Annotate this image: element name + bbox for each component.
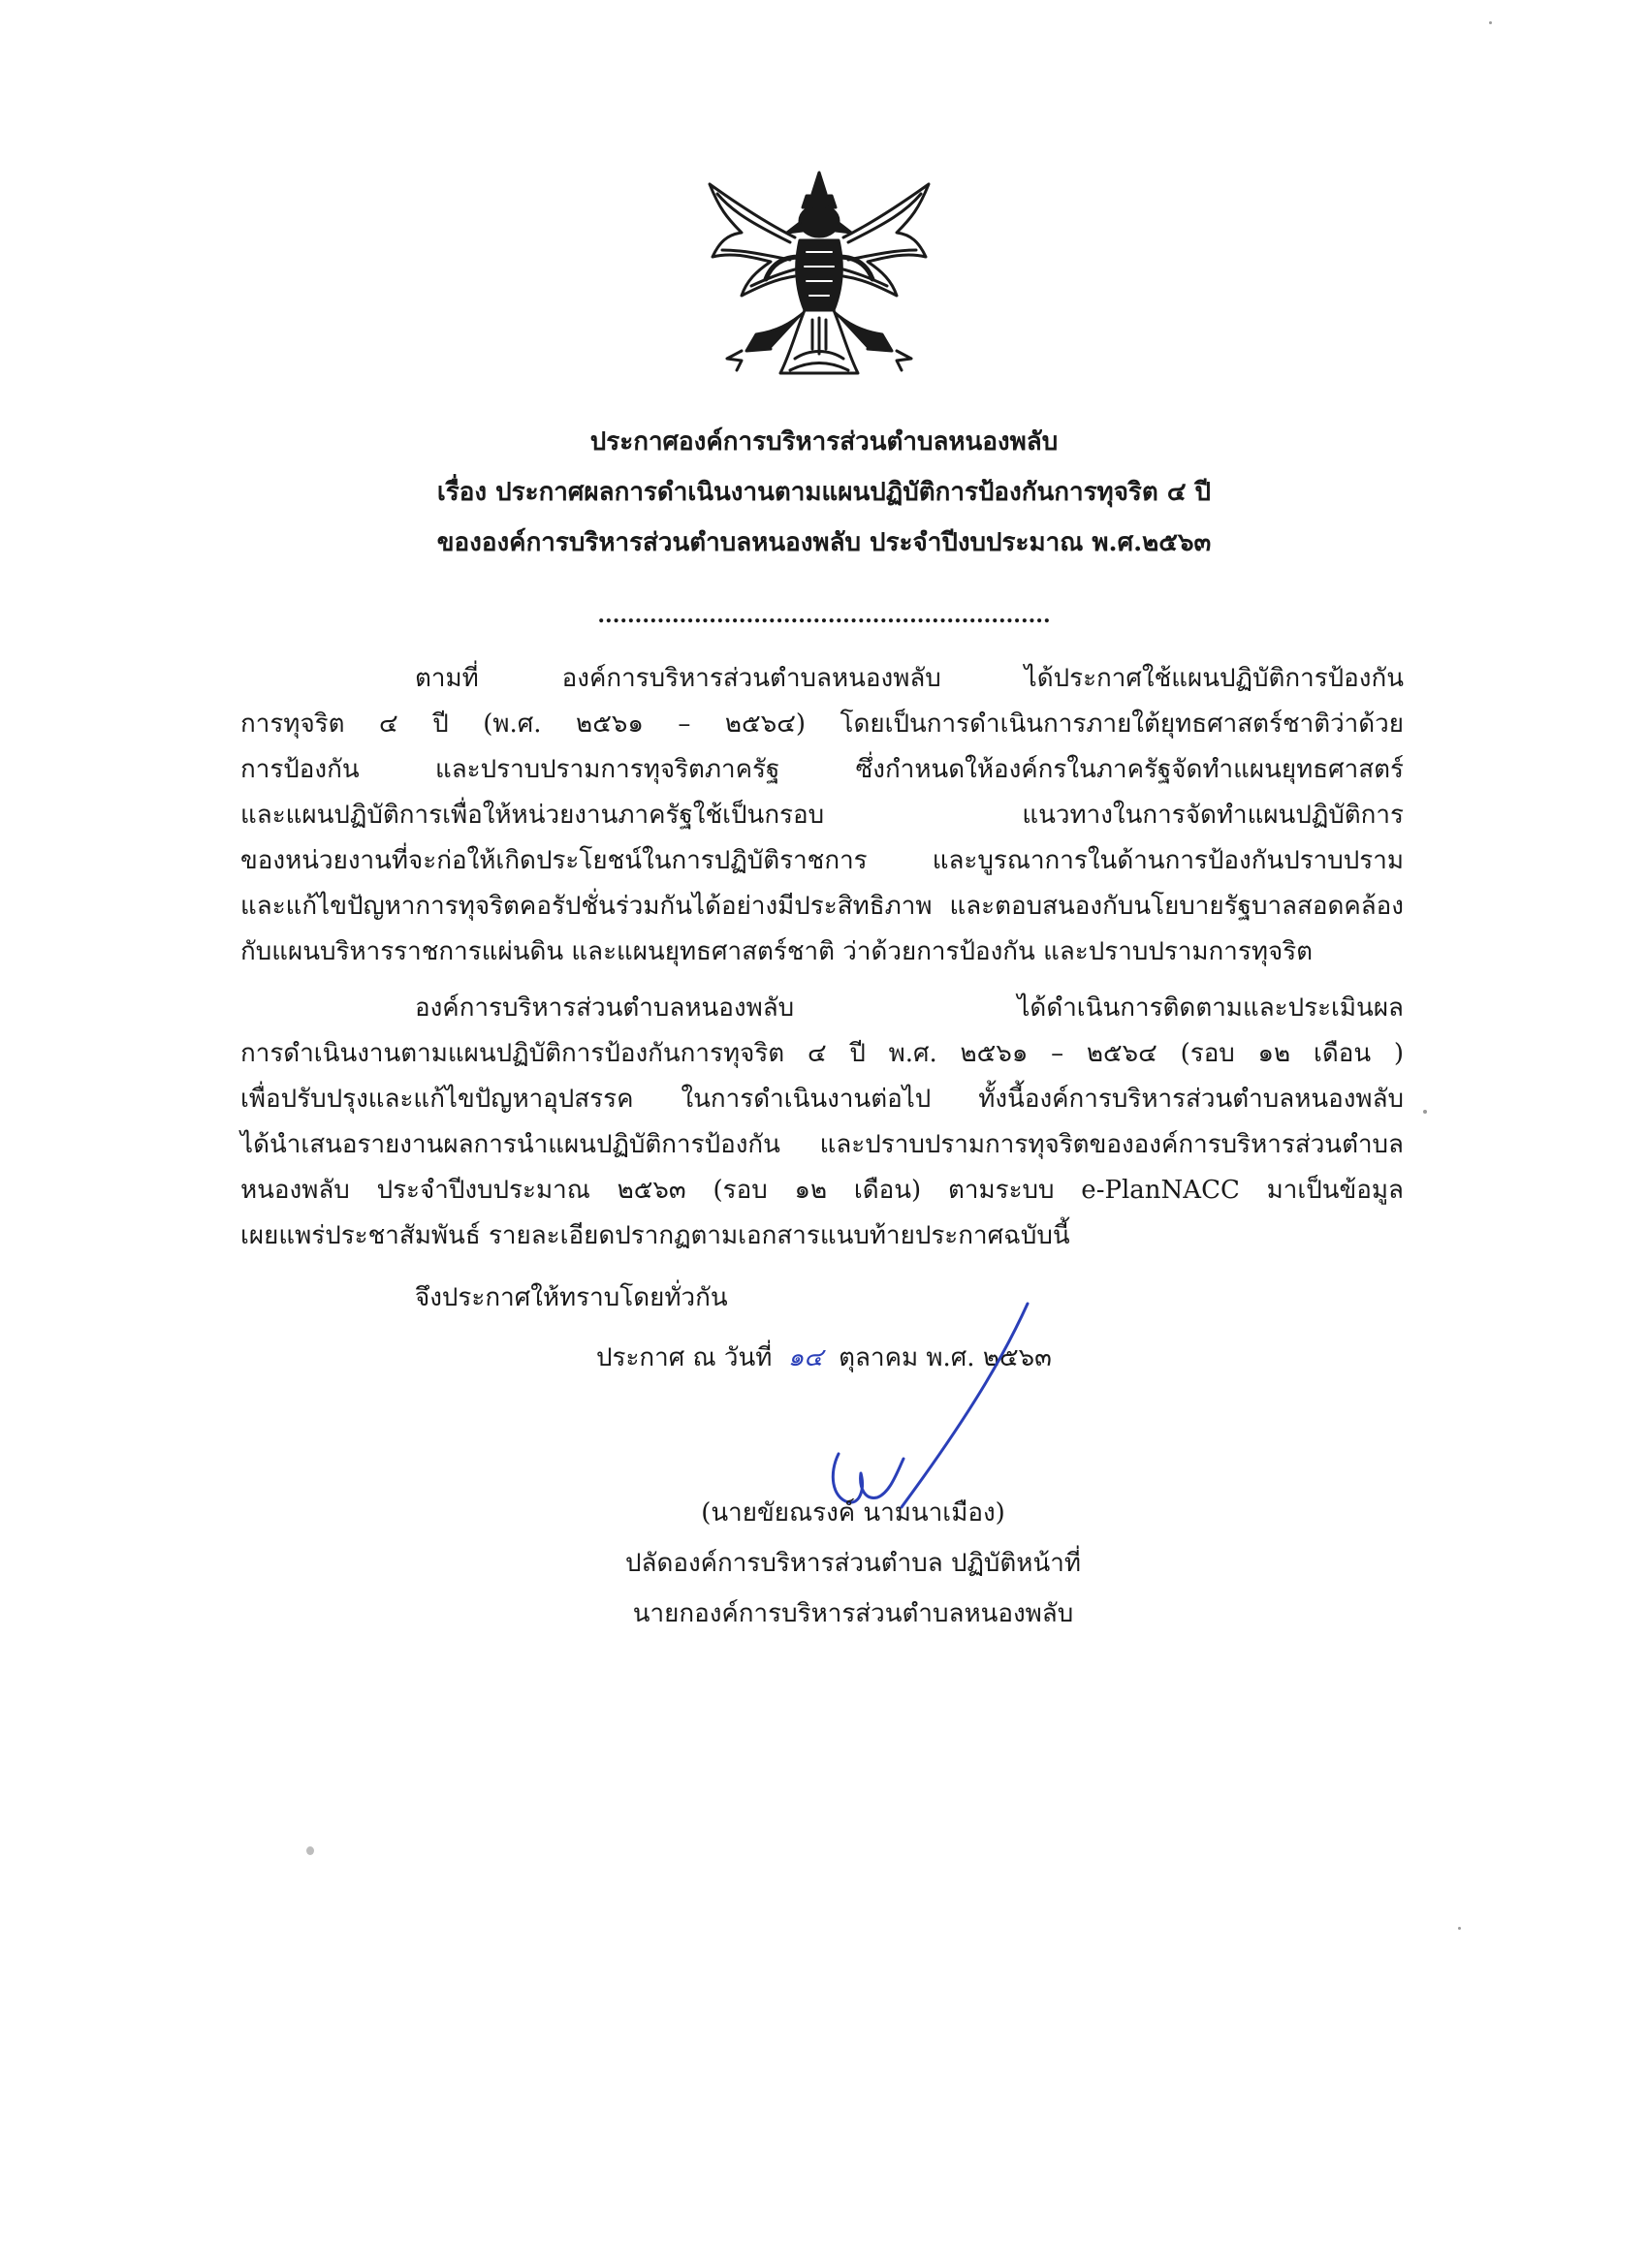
paragraph-2-line: การดำเนินงานตามแผนปฏิบัติการป้องกันการทุจริต ๔ ปี พ.ศ. ๒๕๖๑ – ๒๕๖๔ (รอบ ๑๒ เดือน ) — [240, 1039, 1404, 1068]
heading-organization: ประกาศองค์การบริหารส่วนตำบลหนองพลับ — [589, 427, 1059, 457]
scan-speck — [1423, 1110, 1427, 1114]
date-day: ๑๔ — [787, 1343, 823, 1372]
signatory-position-acting: นายกองค์การบริหารส่วนตำบลหนองพลับ — [632, 1599, 1074, 1628]
paragraph-2-line: เผยแพร่ประชาสัมพันธ์ รายละเอียดปรากฏตามเอกสารแนบท้ายประกาศฉบับนี้ — [240, 1221, 1070, 1250]
paragraph-2-line: หนองพลับ ประจำปีงบประมาณ ๒๕๖๓ (รอบ ๑๒ เดือน) ตามระบบ e-PlanNACC มาเป็นข้อมูล — [240, 1176, 1404, 1205]
signatory-position: ปลัดองค์การบริหารส่วนตำบล ปฏิบัติหน้าที่ — [625, 1549, 1081, 1578]
heading-subject: เรื่อง ประกาศผลการดำเนินงานตามแผนปฏิบัติการป้องกันการทุจริต ๔ ปี — [436, 478, 1212, 507]
heading-subject-cont: ขององค์การบริหารส่วนตำบลหนองพลับ ประจำปีงบประมาณ พ.ศ.๒๕๖๓ — [436, 528, 1212, 557]
paragraph-1-line: และแก้ไขปัญหาการทุจริตคอรัปชั่นร่วมกันได้อย่างมีประสิทธิภาพ และตอบสนองกับนโยบายรัฐบาลสอดคล้อง — [240, 892, 1404, 921]
paragraph-1-line: ตามที่ องค์การบริหารส่วนตำบลหนองพลับ ได้ประกาศใช้แผนปฏิบัติการป้องกัน — [415, 664, 1404, 693]
signatory-block — [582, 1488, 1125, 1639]
scan-speck — [1489, 21, 1492, 24]
scan-speck — [1458, 1927, 1461, 1930]
garuda-emblem-icon — [698, 165, 940, 383]
document-heading — [0, 417, 1648, 568]
paragraph-2 — [240, 986, 1404, 1259]
paragraph-2-line: ได้นำเสนอรายงานผลการนำแผนปฏิบัติการป้องกัน และปราบปรามการทุจริตขององค์การบริหารส่วนตำบล — [240, 1130, 1404, 1159]
closing-announce: จึงประกาศให้ทราบโดยทั่วกัน — [415, 1283, 728, 1312]
date-month-year: ตุลาคม พ.ศ. ๒๕๖๓ — [839, 1343, 1052, 1372]
date-prefix: ประกาศ ณ วันที่ — [596, 1343, 773, 1372]
paragraph-1-line: การป้องกัน และปราบปรามการทุจริตภาครัฐ ซึ่งกำหนดให้องค์กรในภาครัฐจัดทำแผนยุทธศาสตร์ — [240, 755, 1404, 784]
scan-speck — [306, 1846, 314, 1855]
paragraph-2-line: เพื่อปรับปรุงและแก้ไขปัญหาอุปสรรค ในการดำเนินงานต่อไป ทั้งนี้องค์การบริหารส่วนตำบลหนองพลับ — [240, 1085, 1404, 1114]
paragraph-1-line: กับแผนบริหารราชการแผ่นดิน และแผนยุทธศาสตร์ชาติ ว่าด้วยการป้องกัน และปราบปรามการทุจริต — [240, 937, 1314, 966]
paragraph-1-line: การทุจริต ๔ ปี (พ.ศ. ๒๕๖๑ – ๒๕๖๔) โดยเป็นการดำเนินการภายใต้ยุทธศาสตร์ชาติว่าด้วย — [240, 709, 1404, 739]
paragraph-2-line: องค์การบริหารส่วนตำบลหนองพลับ ได้ดำเนินการติดตามและประเมินผล — [415, 993, 1404, 1023]
heading-divider-dots: ............................................................. — [597, 603, 1051, 628]
signatory-name: (นายขัยณรงค์ นามนาเมือง) — [701, 1498, 1005, 1528]
paragraph-1 — [240, 656, 1404, 975]
paragraph-1-line: และแผนปฏิบัติการเพื่อให้หน่วยงานภาครัฐใช้เป็นกรอบ แนวทางในการจัดทำแผนปฏิบัติการ — [240, 801, 1404, 830]
paragraph-1-line: ของหน่วยงานที่จะก่อให้เกิดประโยชน์ในการปฏิบัติราชการ และบูรณาการในด้านการป้องกันปราบปราม — [240, 846, 1404, 875]
